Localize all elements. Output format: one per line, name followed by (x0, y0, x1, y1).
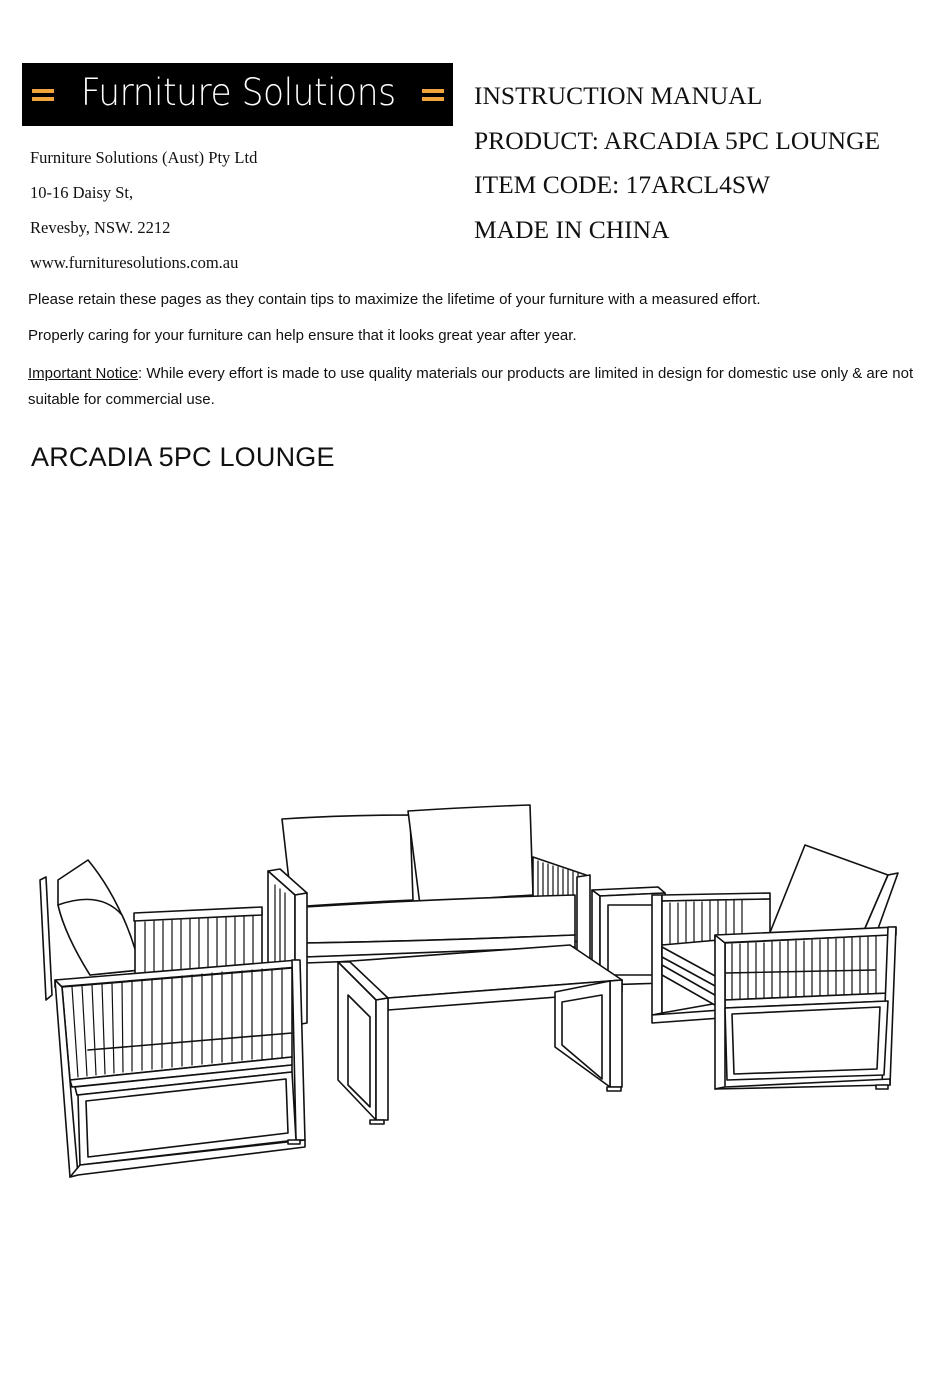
intro-section (28, 289, 938, 413)
furniture-line-drawing-icon (30, 795, 910, 1195)
important-notice (28, 361, 938, 413)
intro-paragraph-retain: Please retain these pages as they contain tips to maximize the lifetime of your furniture with a measured effort. (28, 291, 761, 308)
company-name: Furniture Solutions (Aust) Pty Ltd (30, 148, 258, 167)
coffee-table (338, 945, 622, 1124)
product-name: PRODUCT: ARCADIA 5PC LOUNGE (474, 125, 881, 155)
armchair-right (652, 845, 898, 1089)
important-notice-text: : While every effort is made to use quality materials our products are limited in design for domestic use only & are not suitable for commercial use. (28, 365, 914, 408)
company-website: www.furnituresolutions.com.au (30, 253, 239, 272)
product-heading: ARCADIA 5PC LOUNGE (31, 442, 335, 472)
intro-paragraph-care: Properly caring for your furniture can help ensure that it looks great year after year. (28, 327, 577, 344)
logo-equals-icon-left (32, 88, 54, 102)
country-of-origin: MADE IN CHINA (474, 214, 670, 244)
company-address-block (30, 140, 257, 280)
lounge-set-illustration (30, 795, 910, 1195)
manual-info-block (474, 74, 880, 252)
logo-equals-icon-right (422, 88, 444, 102)
armchair-left (40, 860, 305, 1177)
brand-logo (22, 63, 453, 126)
important-notice-label: Important Notice (28, 365, 139, 382)
logo-brand-name: Furniture Solutions (80, 71, 396, 114)
address-line-1: 10-16 Daisy St, (30, 183, 134, 202)
manual-title: INSTRUCTION MANUAL (474, 81, 763, 110)
item-code: ITEM CODE: 17ARCL4SW (474, 170, 771, 199)
address-line-2: Revesby, NSW. 2212 (30, 218, 171, 237)
